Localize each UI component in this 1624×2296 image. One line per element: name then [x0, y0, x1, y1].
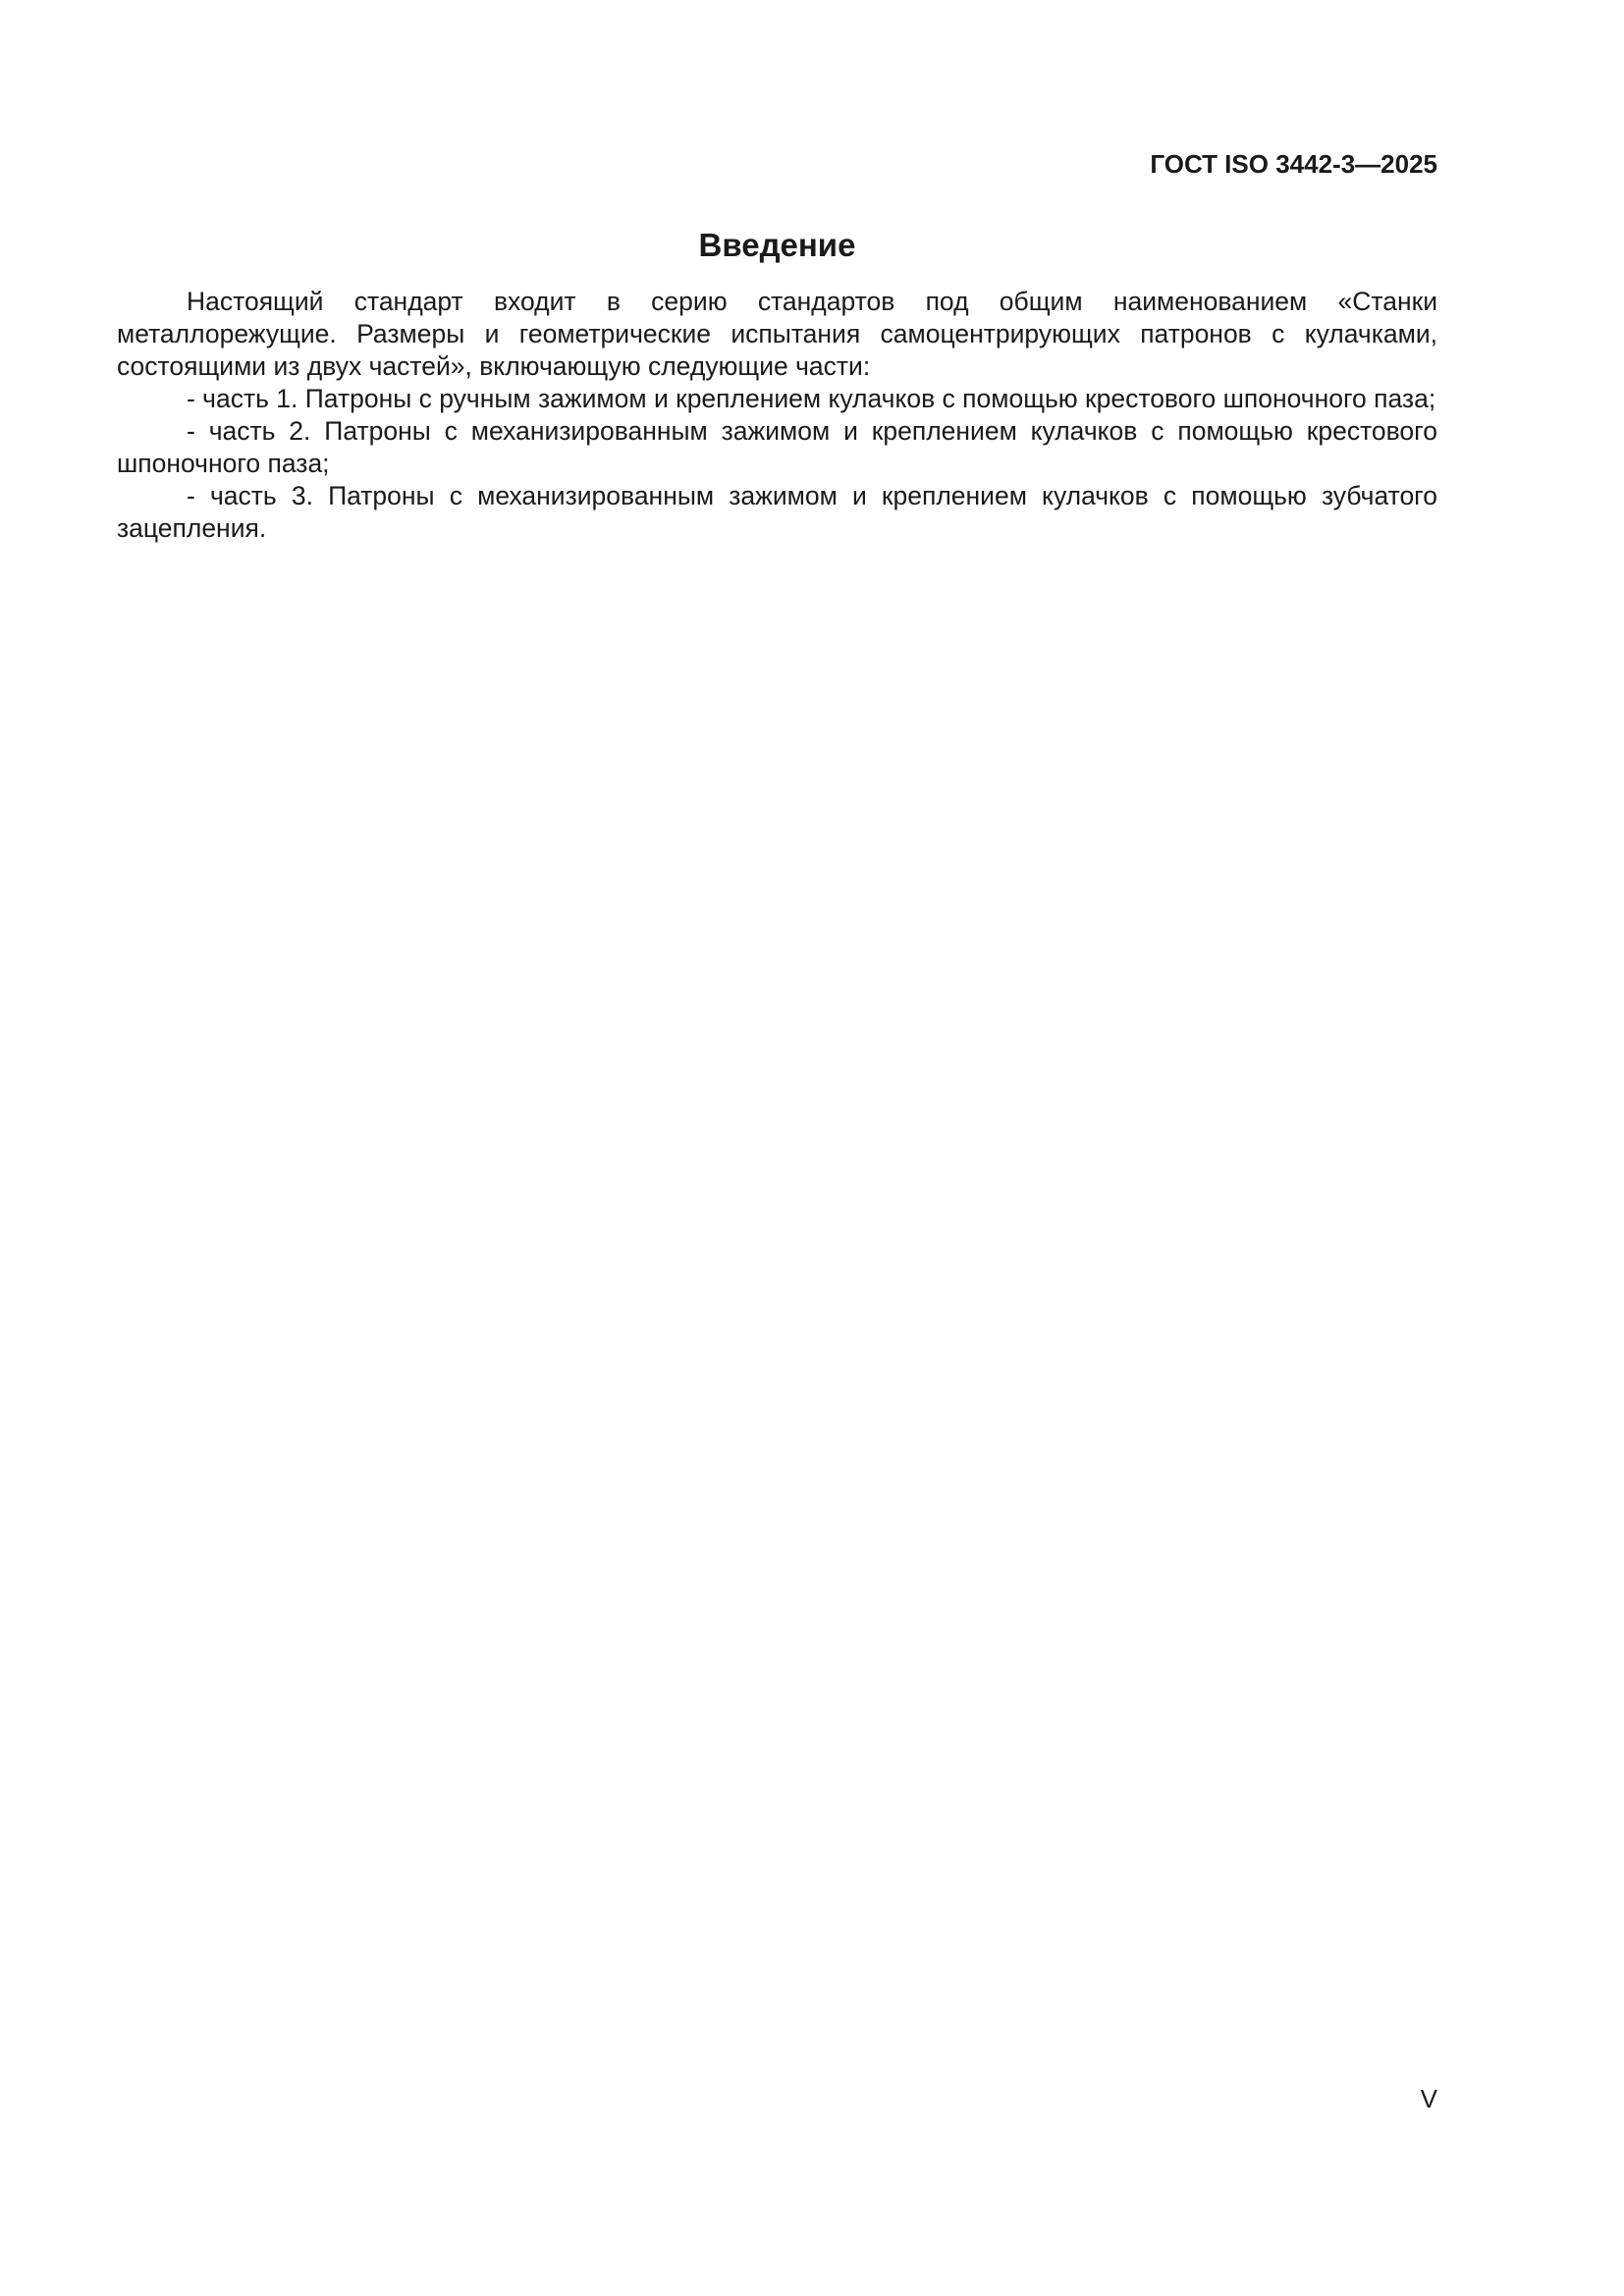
section-title: Введение	[698, 227, 856, 263]
intro-paragraph: Настоящий стандарт входит в серию стандартов под общим наименованием «Станки металлорежущие. Размеры и геометрические испытания самоцентрирующих патронов с кулачками, состоящими из двух частей», включающую следующие части:	[117, 287, 1437, 381]
section-body	[117, 286, 1437, 545]
page-number: V	[1420, 2084, 1437, 2113]
standard-designation: ГОСТ ISO 3442-3—2025	[1150, 149, 1437, 179]
list-item-part-3: - часть 3. Патроны с механизированным зажимом и креплением кулачков с помощью зубчатого зацепления.	[117, 481, 1437, 543]
list-item-part-2: - часть 2. Патроны с механизированным зажимом и креплением кулачков с помощью крестового шпоночного паза;	[117, 416, 1437, 478]
list-item-part-1: - часть 1. Патроны с ручным зажимом и креплением кулачков с помощью крестового шпоночного паза;	[187, 384, 1436, 413]
